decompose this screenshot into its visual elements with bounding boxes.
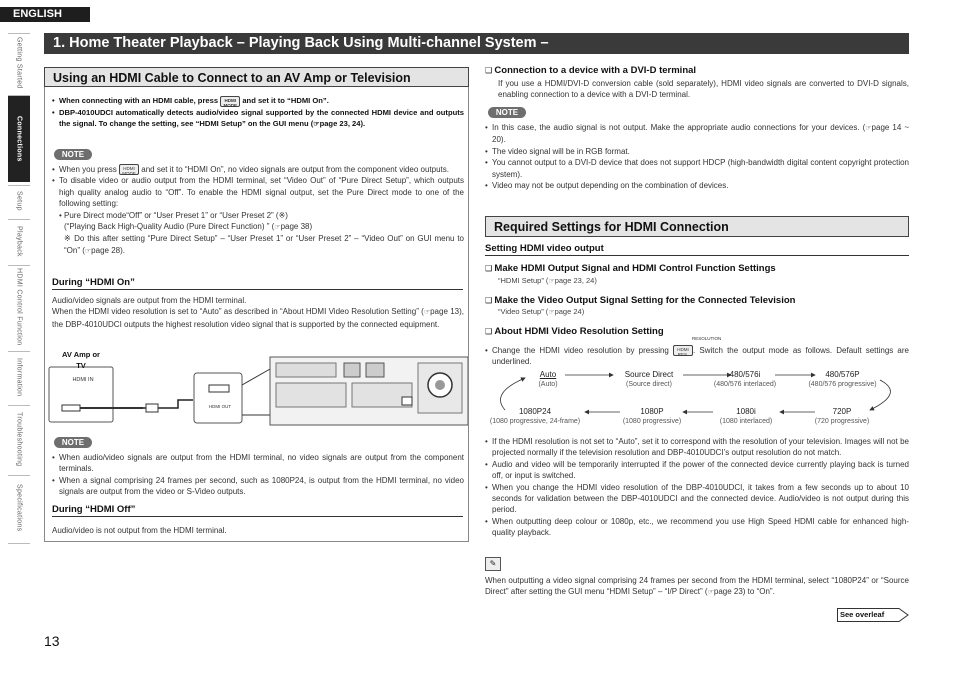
language-tab: ENGLISH: [0, 7, 90, 22]
left-intro: • When connecting with an HDMI cable, press HDMI MODE and set it to “HDMI On”. • DBP-4010UDCI automatically detects audio/video signal supported by the connected HDMI device and outputs the signal. To change the setting, see “HDMI Setup” on the GUI menu (☞page 23, 24).: [52, 95, 464, 130]
during-hdmi-on-heading: During “HDMI On”: [52, 277, 463, 290]
settings-item-1: ❑ Make HDMI Output Signal and HDMI Control Function Settings: [485, 263, 776, 274]
res-480-576i: 480/576i (480/576 interlaced): [713, 370, 777, 388]
left-section-heading: Using an HDMI Cable to Connect to an AV Amp or Television: [44, 67, 469, 87]
during-hdmi-off-text: Audio/video is not output from the HDMI terminal.: [52, 526, 227, 535]
res-1080p: 1080P (1080 progressive): [622, 407, 682, 425]
dvi-note-list: • In this case, the audio signal is not output. Make the appropriate audio connections for your devices. (☞page 14 ~ 20). • The video signal will be in RGB format. • You cannot output to a DVI-D device that does not support HDCP (high-bandwidth digital content copyright protection system). • Video may not be output depending on the combination of devices.: [485, 122, 909, 191]
page-ref-icon: ☞: [707, 589, 714, 597]
dvi-heading: ❑ Connection to a device with a DVI-D terminal: [485, 65, 696, 76]
side-nav-specifications[interactable]: Specifications: [15, 484, 23, 532]
memo-pencil-icon: ✎: [485, 557, 501, 571]
res-auto: Auto (Auto): [538, 370, 558, 388]
page-number: 13: [44, 633, 60, 649]
hdmi-out-port: [209, 385, 229, 392]
required-settings-heading: Required Settings for HDMI Connection: [485, 216, 909, 237]
connection-diagram-svg: [48, 345, 468, 430]
side-nav-getting-started[interactable]: Getting Started: [15, 37, 23, 89]
page-ref-icon: ☞: [274, 224, 281, 232]
res-source-direct: Source Direct (Source direct): [624, 370, 674, 388]
note-badge: NOTE: [54, 149, 92, 160]
settings-item-2-ref: “Video Setup” (☞page 24): [498, 307, 585, 316]
side-nav-hdmi-control[interactable]: HDMI Control Function: [15, 268, 23, 346]
page-ref-icon: ☞: [423, 309, 431, 317]
res-1080p24: 1080P24 (1080 progressive, 24-frame): [489, 407, 581, 425]
setting-hdmi-video-output-heading: Setting HDMI video output: [485, 243, 909, 256]
note-badge-2: NOTE: [54, 437, 92, 448]
resolution-cycle-diagram: [485, 368, 909, 428]
hdmi-mode-button-icon: HDMI MODE: [119, 164, 139, 175]
memo-text: When outputting a video signal comprising 24 frames per second from the HDMI terminal, select “1080P24” or “Source Direct” after setting the GUI menu “HDMI Setup” – “I/P Direct” (☞page 23) to “On”.: [485, 576, 909, 597]
see-overleaf-label: See overleaf: [840, 610, 885, 619]
res-480-576p: 480/576P (480/576 progressive): [808, 370, 877, 388]
side-nav-connections[interactable]: Connections: [8, 96, 30, 182]
page-ref-icon: ☞: [865, 125, 872, 132]
side-nav-setup[interactable]: Setup: [15, 191, 23, 211]
side-nav-information[interactable]: Information: [15, 357, 23, 397]
hdmi-out-label: HDMI OUT: [208, 404, 232, 409]
av-amp-label: AV Amp or TV: [62, 350, 100, 370]
page-ref-icon: ☞: [548, 309, 555, 316]
page-ref-icon: ☞: [84, 247, 92, 255]
res-1080i: 1080i (1080 interlaced): [719, 407, 773, 425]
see-overleaf-badge[interactable]: [837, 608, 909, 622]
hdmi-in-label: HDMI IN: [72, 377, 94, 383]
hdmi-mode-button-icon: HDMI MODE: [220, 96, 240, 107]
resolution-text: • Change the HDMI video resolution by pressing HDMI RES. . Switch the output mode as follows. Default settings are underlined.: [485, 345, 909, 368]
side-nav-playback[interactable]: Playback: [15, 225, 23, 257]
av-amp-box: [49, 367, 113, 422]
left-note-list: • When you press HDMI MODE and set it to “HDMI On”, no video signals are output from the component video outputs. • To disable video or audio output from the HDMI terminal, set “Video Out” of “Pure Direct Setup”, which outputs high quality analog audio to “Off”. To enable the HDMI signal output, set the Pure Direct mode to one of the following setting: • Pure Direct mode“Off” or “User Preset 1” or “User Preset 2” (※) (“Playing Back High-Quality Audio (Pure Direct Function) ” (☞page 38) ※ Do this after setting “Pure Direct Setup” – “User Preset 1” or “User Preset 2” – “Video Out” on GUI menu to “On” (☞page 28).: [52, 164, 464, 257]
side-nav-troubleshooting[interactable]: Troubleshooting: [15, 411, 23, 467]
settings-item-2: ❑ Make the Video Output Signal Setting for the Connected Television: [485, 295, 795, 306]
page-ref-icon: ☞: [548, 278, 555, 285]
left-note-list-2: • When audio/video signals are output from the HDMI terminal, no video signals are output from the component terminals. • When a signal comprising 24 frames per second, such as 1080P24, is output from the HDMI terminal, no video signals are output from the video or S-Video outputs.: [52, 452, 464, 498]
zoom-box: [194, 373, 242, 423]
note-badge-3: NOTE: [488, 107, 526, 118]
during-hdmi-off-heading: During “HDMI Off”: [52, 504, 463, 517]
res-720p: 720P (720 progressive): [814, 407, 870, 425]
connection-diagram: [48, 345, 468, 430]
resolution-button-icon: HDMI RES.: [673, 345, 693, 356]
dvi-text: If you use a HDMI/DVI-D conversion cable (sold separately), HDMI video signals are converted to DVI-D signals, enabling connection to a device with a DVI-D terminal.: [498, 79, 909, 100]
during-hdmi-on-text: Audio/video signals are output from the HDMI terminal. When the HDMI video resolution is set to “Auto” as described in “About HDMI Video Resolution Setting” (☞page 13), the DBP-4010UDCI outputs the highest resolution video signal that is supported by the connected equipment.: [52, 296, 464, 329]
hdmi-in-port: [62, 405, 80, 411]
resolution-label: RESOLUTION: [692, 336, 722, 341]
resolution-notes: • If the HDMI resolution is not set to “Auto”, set it to correspond with the resolution of your television. Images will not be projected normally if the television resolution and DBP-4010UDCI’s output resolution do not match. • Audio and video will be temporarily interrupted if the power of the connected device currently playing back is turned off, or input is switched. • When you change the HDMI video resolution of the DBP-4010UDCI, it takes from a few seconds up to about 10 seconds for validation between the DBP-4010UDCI and the connected device. Audio/video is not output during this period. • When outputting deep colour or 1080p, etc., we recommend you use High Speed HDMI cable for enhanced high-quality playback.: [485, 436, 909, 539]
page-ref-icon: ☞: [313, 120, 320, 128]
settings-item-1-ref: “HDMI Setup” (☞page 23, 24): [498, 276, 597, 285]
settings-item-3: ❑ About HDMI Video Resolution Setting: [485, 326, 664, 337]
cable-plug-left: [146, 404, 158, 412]
page-title: 1. Home Theater Playback – Playing Back Using Multi-channel System –: [44, 33, 909, 54]
